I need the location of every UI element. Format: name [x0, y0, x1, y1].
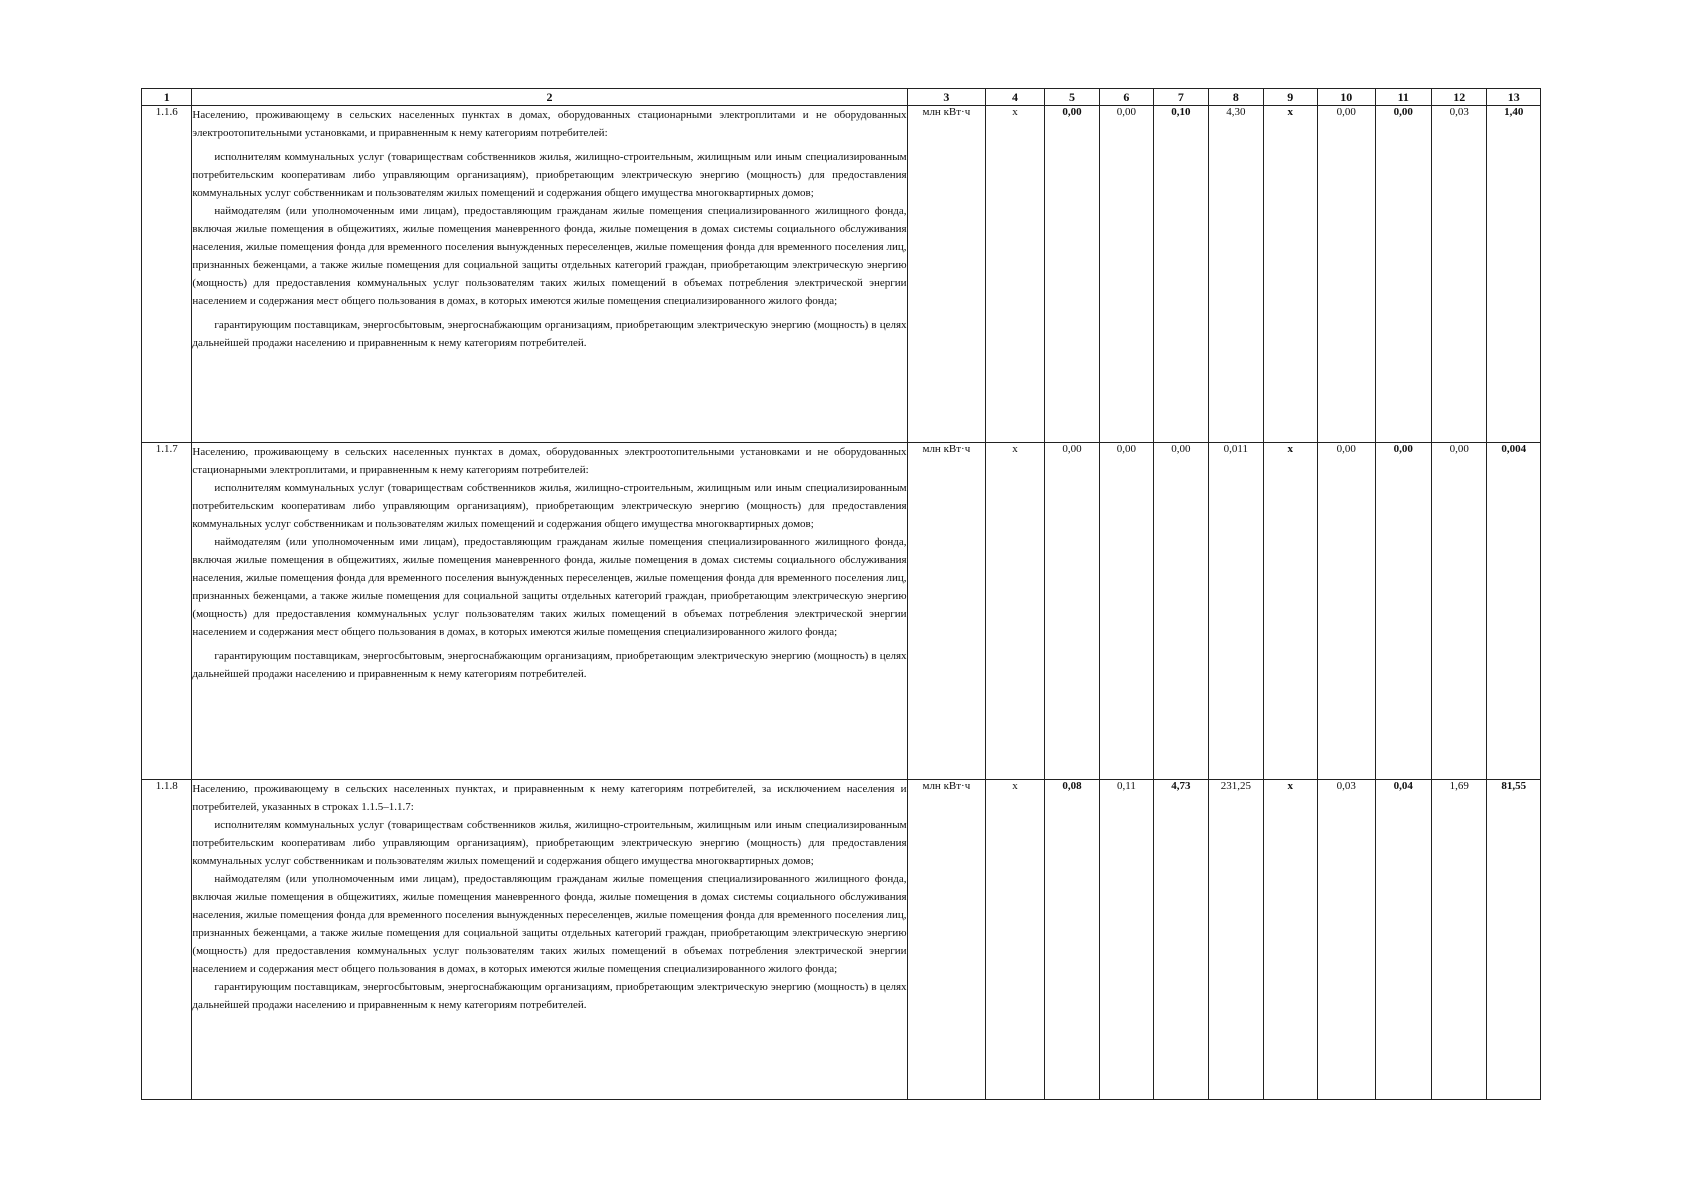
cell-col13: 1,40: [1487, 106, 1541, 443]
cell-col13: 0,004: [1487, 443, 1541, 780]
col-header-9: 9: [1263, 89, 1317, 106]
desc-paragraph: наймодателям (или уполномоченным ими лицам), предоставляющим гражданам жилые помещения специализированного жилищного фонда, включая жилые помещения в общежитиях, жилые помещения маневренного фонда, жилые помещения в домах системы социального обслуживания населения, жилые помещения фонда для временного поселения вынужденных переселенцев, жилые помещения фонда для временного поселения лиц, признанных беженцами, а также жилые помещения для социальной защиты отдельных категорий граждан, приобретающим электрическую энергию (мощность) для предоставления коммунальных услуг пользователям таких жилых помещений в объемах потребления электрической энергии населением и содержания мест общего пользования в домах, в которых имеются жилые помещения специализированного жилого фонда;: [192, 873, 907, 975]
cell-col11: 0,04: [1375, 780, 1431, 1100]
cell-col8: 231,25: [1209, 780, 1263, 1100]
row-unit: млн кВт·ч: [907, 780, 986, 1100]
desc-paragraph: исполнителям коммунальных услуг (товариществам собственников жилья, жилищно-строительным, жилищным или иным специализированным потребительским кооперативам либо управляющим организациям), приобретающим электрическую энергию (мощность) для предоставления коммунальных услуг собственникам и пользователям жилых помещений и содержания общего имущества многоквартирных домов;: [192, 482, 907, 530]
cell-col7: 0,10: [1153, 106, 1208, 443]
table-row: [142, 780, 1541, 1100]
cell-col10: 0,00: [1318, 443, 1375, 780]
col-header-11: 11: [1375, 89, 1431, 106]
cell-col7: 0,00: [1153, 443, 1208, 780]
cell-col4: х: [986, 443, 1045, 780]
row-unit: млн кВт·ч: [907, 443, 986, 780]
cell-col8: 4,30: [1209, 106, 1263, 443]
cell-col12: 1,69: [1431, 780, 1486, 1100]
cell-col7: 4,73: [1153, 780, 1208, 1100]
cell-col12: 0,03: [1431, 106, 1486, 443]
col-header-4: 4: [986, 89, 1045, 106]
col-header-3: 3: [907, 89, 986, 106]
cell-col8: 0,011: [1209, 443, 1263, 780]
desc-intro: Населению, проживающему в сельских населенных пунктах в домах, оборудованных электроотопительными установками и не оборудованных стационарными электроплитами, и приравненным к нему категориям потребителей:: [192, 446, 907, 476]
cell-col9: х: [1263, 106, 1317, 443]
cell-col5: 0,08: [1044, 780, 1099, 1100]
desc-paragraph: гарантирующим поставщикам, энергосбытовым, энергоснабжающим организациям, приобретающим электрическую энергию (мощность) в целях дальнейшей продажи населению и приравненным к нему категориям потребителей.: [192, 319, 907, 349]
desc-intro: Населению, проживающему в сельских населенных пунктах, и приравненным к нему категориям потребителей, за исключением населения и потребителей, указанных в строках 1.1.5–1.1.7:: [192, 783, 907, 813]
cell-col4: х: [986, 106, 1045, 443]
row-code: 1.1.6: [142, 106, 192, 443]
col-header-1: 1: [142, 89, 192, 106]
desc-paragraph: исполнителям коммунальных услуг (товариществам собственников жилья, жилищно-строительным, жилищным или иным специализированным потребительским кооперативам либо управляющим организациям), приобретающим электрическую энергию (мощность) для предоставления коммунальных услуг собственникам и пользователям жилых помещений и содержания общего имущества многоквартирных домов;: [192, 819, 907, 867]
row-description: [192, 443, 907, 780]
desc-paragraph: гарантирующим поставщикам, энергосбытовым, энергоснабжающим организациям, приобретающим электрическую энергию (мощность) в целях дальнейшей продажи населению и приравненным к нему категориям потребителей.: [192, 981, 907, 1011]
row-description: [192, 106, 907, 443]
col-header-2: 2: [192, 89, 907, 106]
col-header-12: 12: [1431, 89, 1486, 106]
desc-paragraph: наймодателям (или уполномоченным ими лицам), предоставляющим гражданам жилые помещения специализированного жилищного фонда, включая жилые помещения в общежитиях, жилые помещения маневренного фонда, жилые помещения в домах системы социального обслуживания населения, жилые помещения фонда для временного поселения вынужденных переселенцев, жилые помещения фонда для временного поселения лиц, признанных беженцами, а также жилые помещения для социальной защиты отдельных категорий граждан, приобретающим электрическую энергию (мощность) для предоставления коммунальных услуг пользователям таких жилых помещений в объемах потребления электрической энергии населением и содержания мест общего пользования в домах, в которых имеются жилые помещения специализированного жилого фонда;: [192, 205, 907, 307]
cell-col6: 0,11: [1100, 780, 1153, 1100]
header-row: [142, 89, 1541, 106]
cell-col6: 0,00: [1100, 106, 1153, 443]
row-code: 1.1.8: [142, 780, 192, 1100]
cell-col6: 0,00: [1100, 443, 1153, 780]
table-row: [142, 443, 1541, 780]
desc-paragraph: гарантирующим поставщикам, энергосбытовым, энергоснабжающим организациям, приобретающим электрическую энергию (мощность) в целях дальнейшей продажи населению и приравненным к нему категориям потребителей.: [192, 650, 907, 680]
col-header-6: 6: [1100, 89, 1153, 106]
row-code: 1.1.7: [142, 443, 192, 780]
col-header-5: 5: [1044, 89, 1099, 106]
tariff-table: [141, 88, 1541, 1100]
col-header-10: 10: [1318, 89, 1375, 106]
row-description: [192, 780, 907, 1100]
desc-paragraph: наймодателям (или уполномоченным ими лицам), предоставляющим гражданам жилые помещения специализированного жилищного фонда, включая жилые помещения в общежитиях, жилые помещения маневренного фонда, жилые помещения в домах системы социального обслуживания населения, жилые помещения фонда для временного поселения вынужденных переселенцев, жилые помещения фонда для временного поселения лиц, признанных беженцами, а также жилые помещения для социальной защиты отдельных категорий граждан, приобретающим электрическую энергию (мощность) для предоставления коммунальных услуг пользователям таких жилых помещений в объемах потребления электрической энергии населением и содержания мест общего пользования в домах, в которых имеются жилые помещения специализированного жилого фонда;: [192, 536, 907, 638]
col-header-8: 8: [1209, 89, 1263, 106]
cell-col9: х: [1263, 443, 1317, 780]
cell-col10: 0,00: [1318, 106, 1375, 443]
row-unit: млн кВт·ч: [907, 106, 986, 443]
cell-col4: х: [986, 780, 1045, 1100]
col-header-7: 7: [1153, 89, 1208, 106]
desc-paragraph: исполнителям коммунальных услуг (товариществам собственников жилья, жилищно-строительным, жилищным или иным специализированным потребительским кооперативам либо управляющим организациям), приобретающим электрическую энергию (мощность) для предоставления коммунальных услуг собственникам и пользователям жилых помещений и содержания общего имущества многоквартирных домов;: [192, 151, 907, 199]
col-header-13: 13: [1487, 89, 1541, 106]
cell-col13: 81,55: [1487, 780, 1541, 1100]
cell-col5: 0,00: [1044, 443, 1099, 780]
cell-col11: 0,00: [1375, 106, 1431, 443]
cell-col12: 0,00: [1431, 443, 1486, 780]
table-row: [142, 106, 1541, 443]
cell-col9: х: [1263, 780, 1317, 1100]
cell-col10: 0,03: [1318, 780, 1375, 1100]
desc-intro: Населению, проживающему в сельских населенных пунктах в домах, оборудованных стационарными электроплитами и не оборудованных электроотопительными установками, и приравненным к нему категориям потребителей:: [192, 109, 907, 139]
cell-col5: 0,00: [1044, 106, 1099, 443]
cell-col11: 0,00: [1375, 443, 1431, 780]
